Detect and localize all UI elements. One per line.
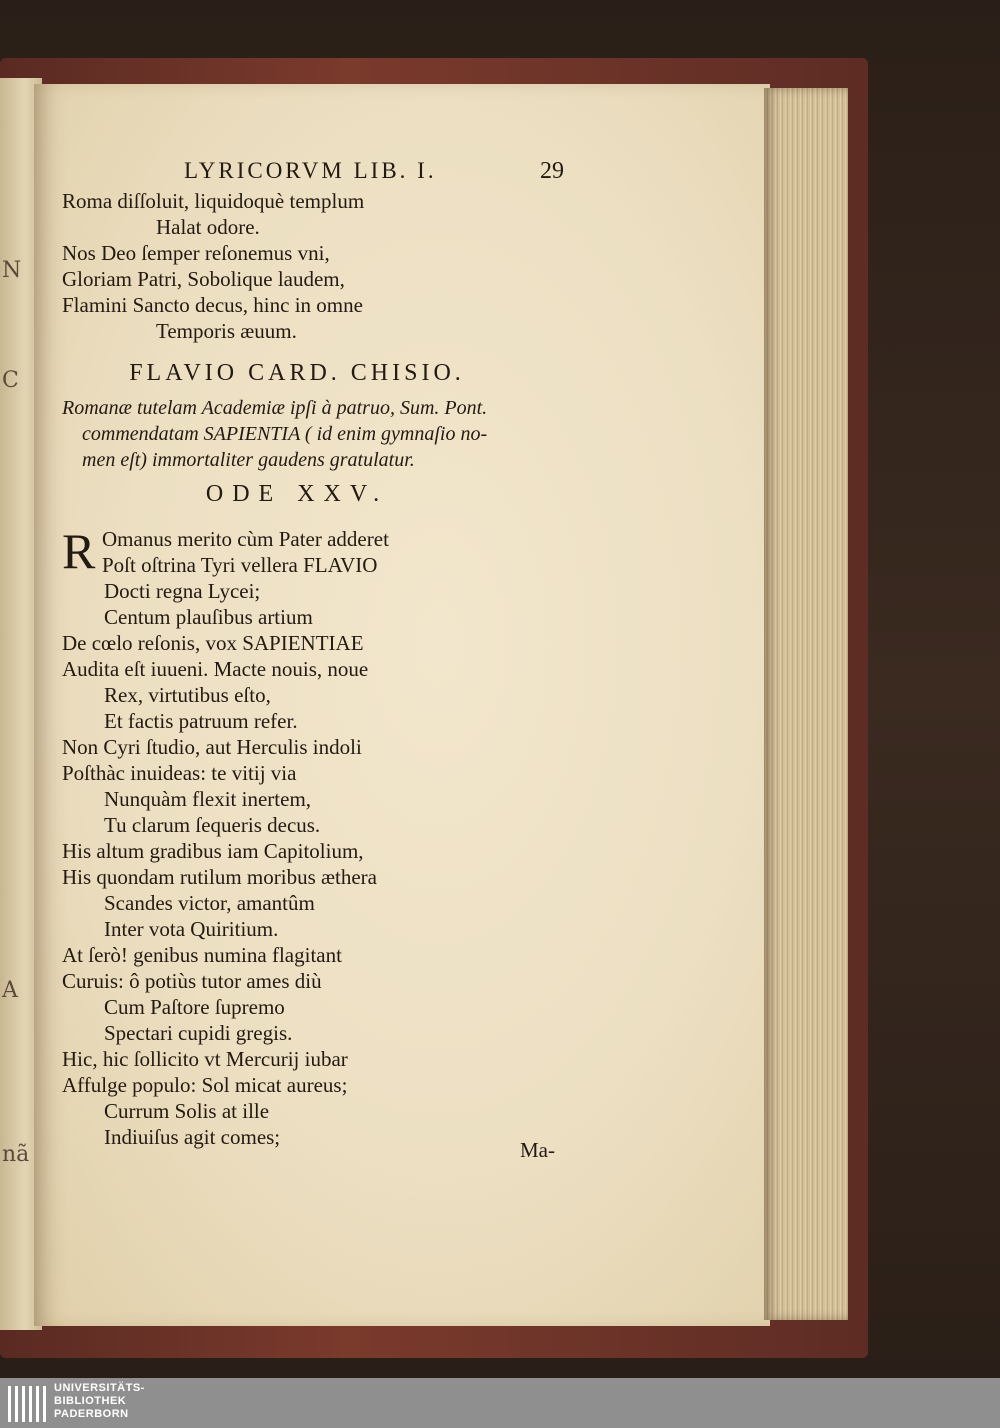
verse-line-text: Omanus merito cùm Pater adderet	[102, 527, 389, 551]
library-footer-bar	[0, 1378, 1000, 1428]
verse-line: De cœlo reſonis, vox SAPIENTIAE	[62, 631, 364, 655]
opening-verses	[62, 188, 622, 344]
verse-line: Curuis: ô potiùs tutor ames diù	[62, 969, 322, 993]
left-page-fragment: C	[2, 368, 19, 393]
verse-line: His altum gradibus iam Capitolium,	[62, 839, 364, 863]
dedication	[62, 395, 582, 473]
verse-line: Inter vota Quiritium.	[104, 917, 279, 941]
verse-line: Et factis patruum refer.	[104, 709, 298, 733]
dedication-line: Romanæ tutelam Academiæ ipſi à patruo, Sum. Pont.	[62, 397, 488, 419]
verse-line: Scandes victor, amantûm	[104, 891, 315, 915]
library-logo-icon	[6, 1382, 48, 1424]
verse-line: Roma diſſoluit, liquidoquè templum	[62, 189, 365, 213]
verse-line: Indiuiſus agit comes;	[104, 1125, 281, 1149]
verse-line: Centum plauſibus artium	[104, 605, 313, 629]
dedication-line: men eſt) immortaliter gaudens gratulatur.	[82, 449, 415, 471]
verse-line: Halat odore.	[156, 215, 260, 239]
section-heading: FLAVIO CARD. CHISIO.	[129, 360, 465, 386]
page-header	[62, 158, 622, 188]
drop-capital: R	[62, 523, 96, 579]
verse-line: Tu clarum ſequeris decus.	[104, 813, 321, 837]
page-text	[62, 158, 622, 1150]
verse-line: Gloriam Patri, Sobolique laudem,	[62, 267, 345, 291]
verse-line: Non Cyri ſtudio, aut Herculis indoli	[62, 735, 362, 759]
running-title: LYRICORVM LIB. I.	[184, 158, 437, 183]
verse-line: His quondam rutilum moribus æthera	[62, 865, 377, 889]
verse-line: Audita eſt iuueni. Macte nouis, noue	[62, 657, 369, 681]
catchword: Ma-	[520, 1138, 555, 1162]
ode-verses	[62, 523, 622, 1150]
verse-line: Affulge populo: Sol micat aureus;	[62, 1073, 348, 1097]
dedication-line: commendatam SAPIENTIA ( id enim gymnaſio no-	[82, 423, 488, 445]
verse-line: Nos Deo ſemper reſonemus vni,	[62, 241, 330, 265]
page-number: 29	[540, 158, 564, 184]
verse-line: Hic, hic ſollicito vt Mercurij iubar	[62, 1047, 348, 1071]
left-page-fragment: N	[2, 258, 22, 283]
library-logo-text	[54, 1382, 145, 1421]
logo-line: PADERBORN	[54, 1408, 129, 1420]
verse-line: Rex, virtutibus eſto,	[104, 683, 271, 707]
verse-line: Poſthàc inuideas: te vitij via	[62, 761, 297, 785]
left-page-fragment: A	[2, 978, 18, 1003]
verse-line: Nunquàm flexit inertem,	[104, 787, 312, 811]
ode-title: ODE XXV.	[205, 481, 389, 507]
verse-line: Docti regna Lycei;	[104, 579, 261, 603]
verse-line: Currum Solis at ille	[104, 1099, 270, 1123]
verse-line: Flamini Sancto decus, hinc in omne	[62, 293, 363, 317]
logo-line: BIBLIOTHEK	[54, 1395, 127, 1407]
verse-line: Temporis æuum.	[156, 319, 297, 343]
verse-line: Cum Paſtore ſupremo	[104, 995, 285, 1019]
page-edges	[764, 88, 848, 1320]
left-page-fragment: nã	[2, 1142, 30, 1167]
verse-line: At ſerò! genibus numina flagitant	[62, 943, 342, 967]
logo-line: UNIVERSITÄTS-	[54, 1382, 145, 1394]
verse-line: Poſt oſtrina Tyri vellera FLAVIO	[102, 553, 378, 577]
verse-line: Spectari cupidi gregis.	[104, 1021, 293, 1045]
